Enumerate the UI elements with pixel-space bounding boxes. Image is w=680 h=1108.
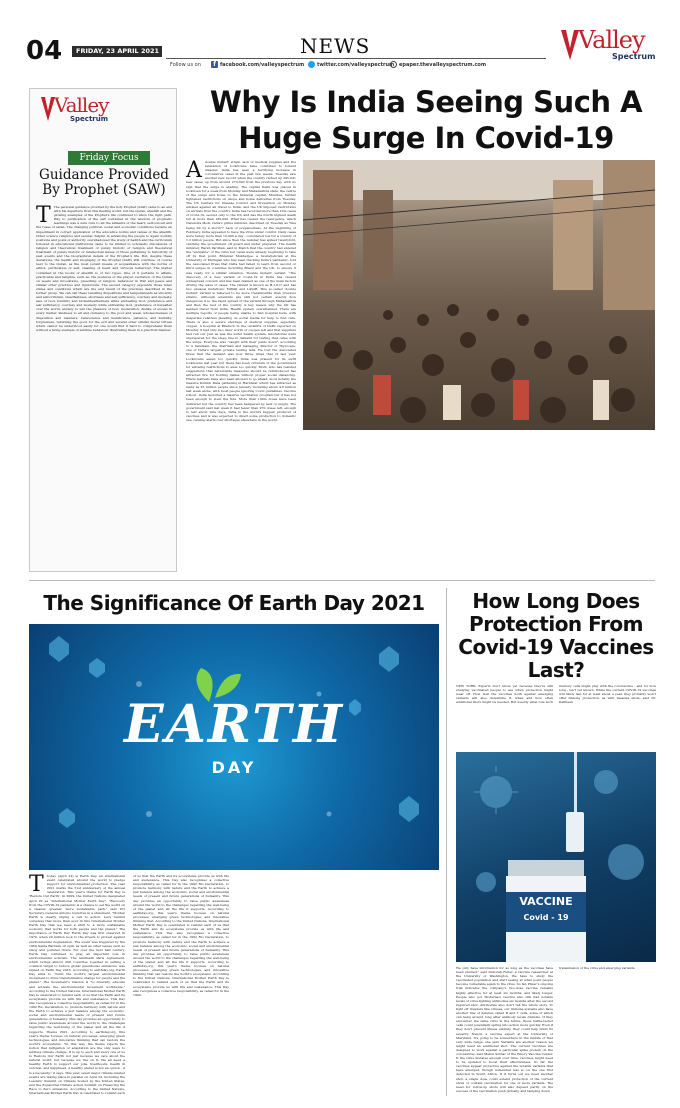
drop-cap-t-earth: T — [29, 874, 44, 897]
earth-day-body — [29, 874, 439, 1094]
vaccine-photo — [456, 752, 656, 962]
facebook-link[interactable]: facebook.com/valleyspectrum — [220, 62, 305, 68]
epaper-link[interactable]: epaper.thevalleyspectrum.com — [399, 62, 487, 68]
earth-day-col-1: T Today (April 22) is Earth Day, an international event celebrated around the world to pledge support for environmental protection. The year 2021 marks the 51st anniversary of the annual celebration. This year's theme for Earth Day is 'Restore Our Earth'. In 2009, the United Nations designated April 22 as "International Mother Earth Day". "Recovery from the COVID-19 pandemic is a chance to set the world on a cleaner, greener, more sustainable path," said UN Secretary-General Antonio Guterres in a statement. "Mother Earth is clearly urging a call to action. Let's remind ourselves that more than ever in this International Mother Earth Day that we need a shift to a more sustainable economy that works for both people and the planet." The importance of Earth Day. Earth Day was first observed in 1970, when 20 million took to the streets to protest against environmental degradation. The event was triggered by the 1969 Santa Barbara oil spill, as well as other issues such as smog and polluted rivers. For over the next half century, Earth Day continued to play an important role in environmental activism. The landmark Paris Agreement, which brings almost 200 countries together in setting a common target to reduce global greenhouse emissions, was signed on Earth Day 2016. According to earthday.org, Earth Day aims to "build the world's largest environmental movement to drive transformative change for people and the planet." The movement's mission is "to diversify, educate and activate the environmental movement worldwide." According to the United Nations, International Mother Earth Day is celebrated to remind each of us that the Earth and its ecosystems provide us with life and sustenance. This Day also recognizes a collective responsibility, as called for in the 1992 Rio Declaration, to promote harmony with nature and the Earth to achieve a just balance among the economic, social and environmental needs of present and future generations of humanity. This day provides an opportunity to raise public awareness around the world to the challenges regarding the well-being of the planet and all the life it supports. Theme 2021. According to earthday.org, this year's theme focuses on natural processes, emerging green technologies, and innovative thinking that can restore the world's ecosystems. "In this way, the theme rejects the notion that mitigation or adaptation are the only ways to address climate change. It is up to each and every one of us to Restore Our Earth not just because we care about the natural world, but because we live on it. We all need a healthy Earth to support our jobs, livelihoods, health & survival, and happiness. A healthy planet is not an option - it is a necessity," it says. This year, seven major climate-related events are taking place in parallel on April 22, including the Leaders' Summit on Climate hosted by the United States, and the Equatorial Climate action Summit on Financing the Race to Zero emissions. According to the United Nations, International Mother Earth Day is celebrated to remind each — [29, 874, 125, 1094]
covid-surge-col-2 — [303, 434, 415, 574]
friday-focus-box — [29, 88, 177, 572]
column-divider — [446, 588, 447, 1096]
brand-v-mark — [560, 28, 580, 62]
earth-day-col-3 — [237, 874, 333, 1094]
brand-name: Valley — [578, 26, 645, 54]
vaccines-col-2: transmission of the virus and emerging variants. — [559, 966, 636, 970]
vaccines-headline: How Long Does Protection From Covid-19 Vaccines Last? — [458, 589, 654, 682]
twitter-icon — [308, 61, 315, 68]
twitter-link[interactable]: twitter.com/valleyspectrum — [317, 62, 395, 68]
drop-cap-a: A — [186, 160, 202, 183]
masthead — [0, 0, 680, 72]
vaccine-illustration — [456, 752, 656, 962]
page-number: 04 — [26, 36, 63, 66]
covid-surge-headline: Why Is India Seeing Such A Huge Surge In Covid-19 — [209, 85, 643, 155]
globe-icon — [390, 61, 397, 68]
section-divider — [29, 580, 655, 581]
earth-day-image — [29, 624, 439, 870]
day-wordmark: DAY — [211, 758, 257, 777]
friday-focus-label: Friday Focus — [68, 151, 150, 165]
drop-cap-t: T — [36, 205, 51, 228]
sidebar-logo-name: Valley — [54, 93, 109, 117]
section-title: NEWS — [300, 34, 371, 58]
earth-day-col-4 — [341, 874, 439, 1094]
covid-surge-col-3 — [423, 434, 535, 574]
covid-surge-lower-cols — [303, 434, 655, 574]
covid-surge-col-1: A double mutant' strain, lack of medical supplies and the relaxation of lockdowns have combined to foment disaster. India has seen a terrifying increase in coronavirus cases in the past few weeks. Tuesday saw another new record when the country racked up 295,041 new cases, up from around 273,000 from the previous day, with no sign that the surge is abating. The capital Delhi was placed in lockdown for a week from Monday, and Maharashtra state, the centre of the surge and home to the financial capital, Mumbai, further tightened restrictions on shops and home deliveries from Tuesday. The US Centers for Disease Control and Prevention on Monday advised against all travel to India, and the UK imposed restrictions on arrivals from the country. India has recorded more than 15m cases of Covid-19, second only to the US, and has the fourth highest death toll at more than 180,000. What has caused the resurgence, which Narendra Modi, India's prime minister, described on Tuesday as "like being hit by a storm"? Lack of preparedness. At the beginning of February, India appeared to have the virus under control. Daily cases were barely more than 10,000 a day - considered low for a country of 1.3 billion people. But since then the number has spiked twentyfold, catching the government off guard and under prepared. The health minister, Harsh Vardhan, said in March that the country had entered the "endgame" of the virus but cases were already beginning to take off by that point. Bhramar Mukherjee, a biostatistician at the University of Michigan who has been tracking India's pandemic, told the Associated Press that India had failed to learn from second or third surges in countries including Brazil and the UK, to ensure it was ready for a similar situation. 'Double mutant' variant. "The discovery of a new variant of Covid-19 in India has caused widespread concern and has been blamed as one of the main factors driving the wave of cases. The variant is known as B.1.617 and has two unusual mutations: E484Q and L452R. This so-called 'double mutant' variant is believed to be more transmissible than previous strains. Although scientists are still not certain exactly how dangerous it is, the rapid spread of the variant through Maharashtra and then the rest of the country is key reason why the UK has banned travel from India. Health system overwhelmed. There are multiple reports of people being unable to find hospital beds, with desperate relatives pleading on social media for help to find care. There is also a severe shortage of medical supplies, especially oxygen. A hospital at Bharuch in the outskirts of Delhi reported on Monday it had only two days' worth of oxygen left and that suppliers had run out. Just as was the wider health system, laboratories were unprepared for the steep rise in demand for testing that came with the surge. Everyone was "caught with their pants down", according to A Velumani, the chairman and managing director of Thyrocare, one of India's largest private testing labs. He told the Associated Press that the demand was now three times that of last year. Lockdowns eased too quickly. India was praised for its swift lockdowns last year but there has been criticism of the government for allowing restrictions to ease too quickly. Modi, who has resisted suggestions that nationwide measures should be reintroduced has attracted fire for holding rallies without proper social distancing. Hindu festivals have also been allowed to go ahead, most notably the massive Kumbh Mela gathering in Haridwar which has attracted as many as 25 million people since January, including about 4.6 million last week alone, with most people ignoring Covid guidelines. Vaccine rollout. India launched a massive vaccination program but it has not been enough to stem the tide. More than 100m doses have been delivered but the country has been hampered by lack of supply. The government said last week it had fewer than 270 doses left, enough to last about nine days. India is the world's biggest producer of vaccines and is was expected to divert some production to domestic use, causing alarm over shortages elsewhere in the world. — [186, 160, 296, 422]
vaccines-col-1: We only have information for as long as the vaccines have been studied," said Deborah Fuller, a vaccine researcher at the University of Washington. We have to study the vaccinated population and start seeing at what point people become vulnerable again to the virus. So far, Pfizer's ongoing trial indicates the company's two-dose vaccine remains highly effective for at least six months, and likely longer. People who got Moderna's vaccine also still had notable levels of virus-fighting antibodies six months after the second required shot. Antibodies also don't tell the whole story. To fight off invaders like viruses, our immune systems also have another line of defense called B and T cells, some of which can hang around long after antibody levels dwindle. If they encounter the same virus in the future, those battle-tested cells could potentially spring into action more quickly. Even if they don't prevent illness entirely, they could help blunt its severity. Neuzil, a vaccine expert at the University of Maryland. It's going to be somewhere in the middle of that very wide range, she said. Variants are another reason we might need an additional shot. The current vaccines are designed to work against a particular spike protein on the coronavirus, said Mehul Suthar of the Emory Vaccine Center. If the virus mutates enough over time, vaccines might need to be updated to boost their effectiveness. So far, the vaccines appear protective against the notable variants that have emerged, though somewhat less so on the one first detected in South Africa. If it turns out we need another shot, a single dose could extend protection of the current shots or contain vaccination for one or more variants. The need for follow-up shots will also depend partly on the success of the vaccination push globally, and tamping down — [456, 966, 553, 1093]
facebook-icon: f — [211, 61, 218, 68]
earth-wordmark: EARTH — [123, 694, 345, 755]
top-rule — [166, 58, 546, 59]
crowd-illustration — [303, 160, 655, 430]
india-crowd-photo — [303, 160, 655, 430]
follow-label: Follow us on — [170, 62, 201, 68]
issue-date: FRIDAY, 23 APRIL 2021 — [76, 47, 160, 55]
vial-label-covid: Covid - 19 — [523, 913, 569, 922]
earth-day-col-2: of us that the Earth and its ecosystems provide us with life and sustenance. This Day also recognizes a collective responsibility, as called for in the 1992 Rio Declaration, to promote harmony with nature and the Earth to achieve a just balance among the economic, social and environmental needs of present and future generations of humanity. This day provides an opportunity to raise public awareness around the world to the challenges regarding the well-being of the planet and all the life it supports. According to earthday.org, this year's theme focuses on natural processes, emerging green technologies, and innovative thinking that. According to the United Nations, International Mother Earth Day is celebrated to remind each of us that the Earth and its ecosystems provide us with life and sustenance. This Day also recognizes a collective responsibility, as called for in the 1992 Rio Declaration, to promote harmony with nature and the Earth to achieve a just balance among the economic, social and environmental needs of present and future generations of humanity. This day provides an opportunity to raise public awareness around the world to the challenges regarding the well-being of the planet and all the life it supports. According to earthday.org, this year's theme focuses on natural processes, emerging green technologies, and innovative thinking that can restore the world's ecosystems. According to the United Nations, International Mother Earth Day is celebrated to remind each of us that the Earth and its ecosystems provide us with life and sustenance. This Day also recognizes a collective responsibility, as called for in the 1992. — [133, 874, 229, 997]
sidebar-logo-subtitle: Spectrum — [70, 115, 109, 123]
covid-surge-col-4 — [543, 434, 655, 574]
friday-focus-body: T The personal guidance provided by the holy Prophet (SAW) came to an end with his departure from this fleeting world, but the Quran, ahadith and the glowing examples of the Prophet's life continued to show the right path. Way to purification of the self contained in the wisdom of prophetic teachings was a sure cure to all the ailments of the heart, self-conceit and the ruses of satan. The changing political, social and economic conditions became an impediment in correct application of the educative norms and values of the ahadith. Other science religious and secular, helpful in advancing the people to again worldly positions and posts of authority overshadowed the study of hadith and the curriculum followed in educational institutions came to be limited to scholastic discussions of religion and theoretical treatment of purely historic of religion and theoretical treatment of purely historic or intellectual issues or those pertaining to historicity of past events and the biographical details of the Prophet's life. But, despite these deviations, the hadith and biography of the Prophet (SAW) still continue, of course next to the Quran, as the most potent means of acquaintance with the norms of ethics, purification of self, cleaning of heart and virtuous behaviour. The matter contained in the books of ahadith is of two types. One of it pertains to affairs, practicable and tangible, such as, the postures of the prayer, recitation of the Quran on wears and invocations, preaching of religion, behaviour in War and peace and similar other practices and injunctions. The second category expounds those inner states and conditions which are the end result of the practices described in the former group. We can call these resulting dispositions and temperaments as sincerity and self-criticism, steadfastness, shortness and self sufficiency, courtesy and modesty, awe of God, humility and brokenheartedness while entreating God, preference and self sufficiency, courtesy and modesty while entreating God, preference of hereafter over the world, anxiety to win the pleasure of God, moderation, dislike of excess in every matter, kindness to all and clemency to the poor and weak, wholesomeness of disposition and manners, benevolence and munificence, patience, and humility, forgiveness, returning the good for the evil and several other similar moral virtues which cannot be understood easily for one would find it hard to comprehend them without a living example of sublime behaviour illustrating them in a practical manner. — [36, 205, 172, 332]
earth-day-headline: The Significance Of Earth Day 2021 — [43, 591, 425, 615]
friday-focus-title: Guidance Provided By Prophet (SAW) — [39, 167, 169, 198]
vaccines-body — [456, 966, 656, 1094]
brand-subtitle: Spectrum — [612, 52, 656, 61]
vial-label-vaccine: VACCINE — [519, 895, 573, 908]
vaccines-intro: NEW YORK: Experts don't know yet because they're still studying vaccinated people to see when protection might wear off. How well the vaccines work against emerging variants will also determine if, when and how often additional shots might be needed. But exactly what role such memory cells might play with the coronavirus - and for how long - isn't yet known. While the current COVID-19 vaccines will likely last for at least about a year, they probably won't offer lifelong protection, as with measles shots, said Dr. Kathleen — [456, 684, 656, 705]
